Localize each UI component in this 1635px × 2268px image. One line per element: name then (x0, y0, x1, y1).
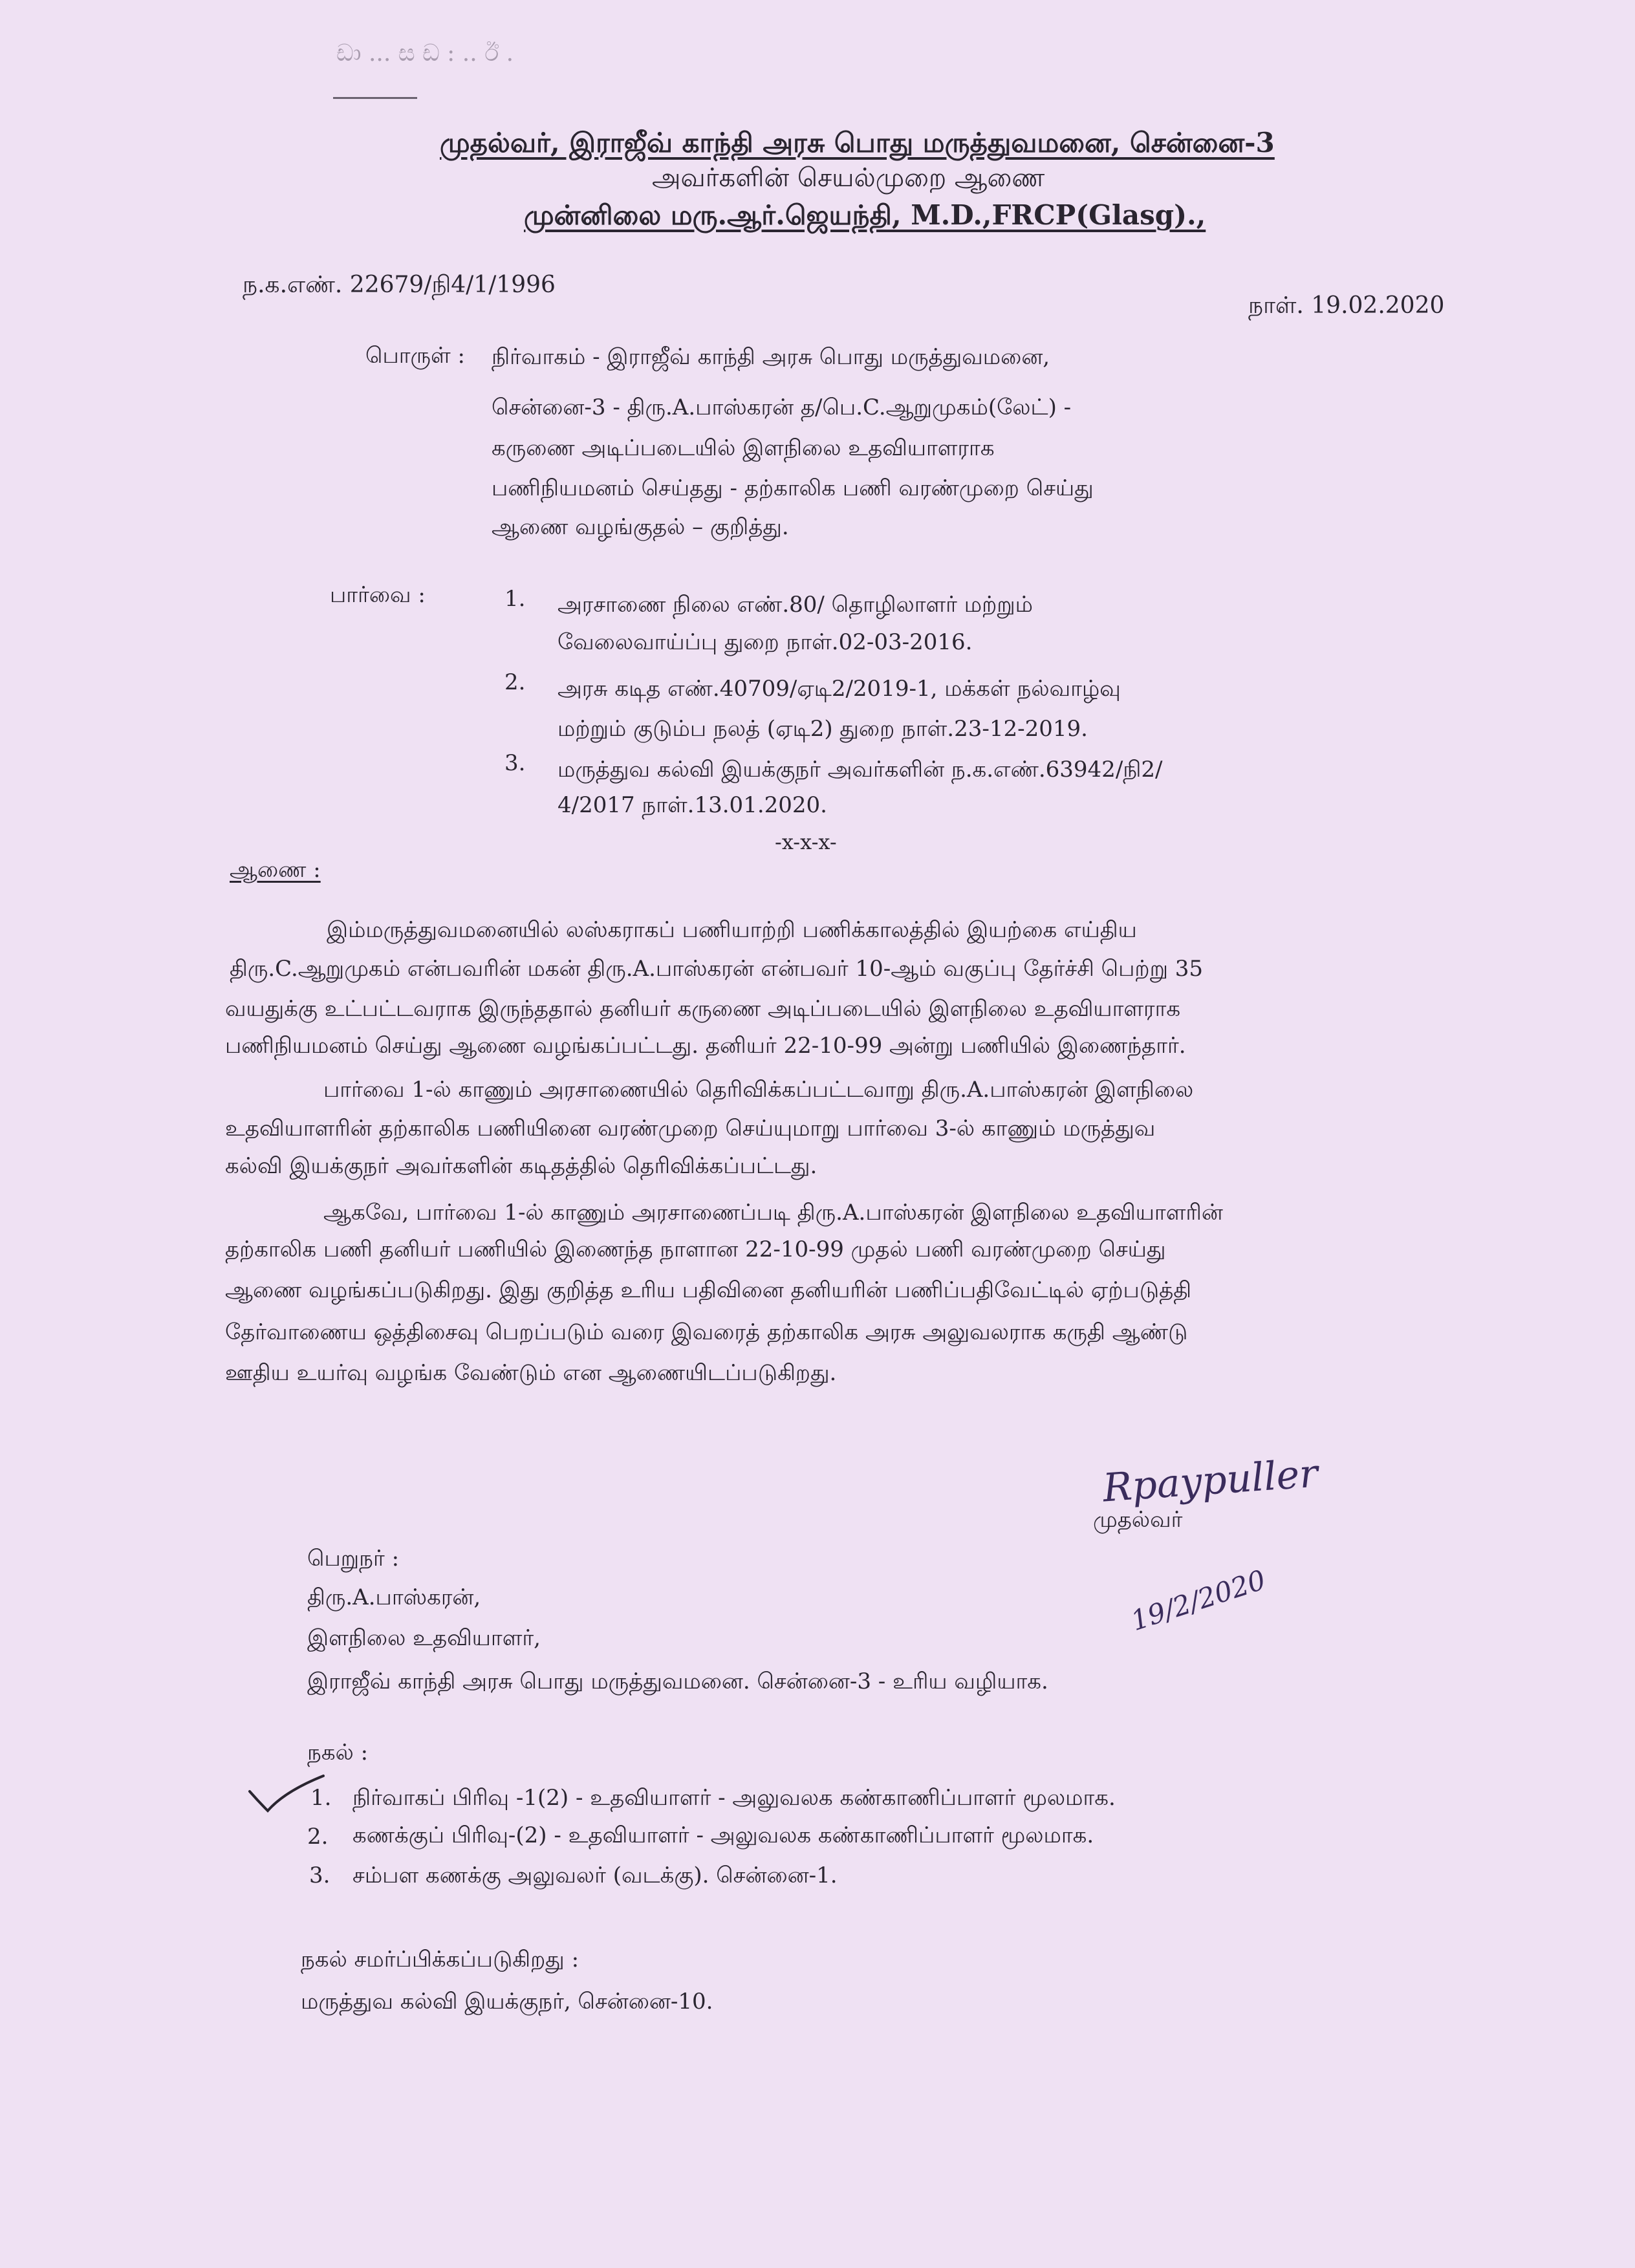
reference-num: 2. (504, 669, 526, 695)
copy-item: நிர்வாகப் பிரிவு -1(2) - உதவியாளர் - அலுவலக கண்காணிப்பாளர் மூலமாக. (352, 1785, 1116, 1811)
subject-line: பணிநியமனம் செய்தது - தற்காலிக பணி வரண்முறை செய்து (492, 475, 1094, 501)
reference-line: 4/2017 நாள்.13.01.2020. (558, 792, 827, 818)
reference-num: 1. (504, 586, 526, 612)
copy-label: நகல் : (307, 1740, 369, 1766)
references-label: பார்வை : (330, 582, 426, 608)
header-line-1: முதல்வர், இராஜீவ் காந்தி அரசு பொது மருத்துவமனை, சென்னை-3 (440, 127, 1275, 158)
order-line: இம்மருத்துவமனையில் லஸ்கராகப் பணியாற்றி பணிக்காலத்தில் இயற்கை எய்திய (327, 917, 1137, 943)
copy-num: 3. (309, 1863, 330, 1888)
header-line-2: அவர்களின் செயல்முறை ஆணை (652, 163, 1045, 193)
recipient-line: இராஜீவ் காந்தி அரசு பொது மருத்துவமனை. சென்னை-3 - உரிய வழியாக. (307, 1669, 1048, 1694)
copy-item: சம்பள கணக்கு அலுவலர் (வடக்கு). சென்னை-1. (352, 1863, 838, 1888)
reference-line: அரசாணை நிலை எண்.80/ தொழிலாளர் மற்றும் (558, 592, 1034, 618)
reference-num: 3. (504, 750, 526, 776)
order-line: பணிநியமனம் செய்து ஆணை வழங்கப்பட்டது. தனியர் 22-10-99 அன்று பணியில் இணைந்தார். (225, 1033, 1186, 1059)
subject-line: கருணை அடிப்படையில் இளநிலை உதவியாளராக (492, 435, 995, 461)
recipient-line: திரு.A.பாஸ்கரன், (307, 1584, 481, 1610)
subject-label: பொருள் : (365, 343, 465, 369)
order-date: நாள். 19.02.2020 (1248, 292, 1445, 319)
order-line: தேர்வாணைய ஒத்திசைவு பெறப்படும் வரை இவரைத் தற்காலிக அரசு அலுவலராக கருதி ஆண்டு (225, 1319, 1188, 1345)
handwritten-date: 19/2/2020 (1127, 1563, 1270, 1637)
submitted-line: மருத்துவ கல்வி இயக்குநர், சென்னை-10. (301, 1989, 713, 2014)
subject-line: ஆணை வழங்குதல் – குறித்து. (492, 514, 789, 540)
signature-title: முதல்வர் (1093, 1507, 1183, 1533)
top-scrawl: ඩා ... ස ඩ : .. ඊ . (336, 40, 514, 67)
separator: -x-x-x- (775, 830, 837, 854)
copy-num: 2. (307, 1824, 329, 1850)
subject-line: சென்னை-3 - திரு.A.பாஸ்கரன் த/பெ.C.ஆறுமுகம்(லேட்) - (492, 394, 1072, 420)
submitted-label: நகல் சமர்ப்பிக்கப்படுகிறது : (301, 1947, 579, 1972)
reference-number: ந.க.எண். 22679/நி4/1/1996 (243, 272, 556, 298)
subject-line: நிர்வாகம் - இராஜீவ் காந்தி அரசு பொது மருத்துவமனை, (492, 344, 1050, 370)
order-line: வயதுக்கு உட்பட்டவராக இருந்ததால் தனியர் கருணை அடிப்படையில் இளநிலை உதவியாளராக (225, 996, 1181, 1022)
order-line: தற்காலிக பணி தனியர் பணியில் இணைந்த நாளான 22-10-99 முதல் பணி வரண்முறை செய்து (225, 1237, 1166, 1262)
order-line: ஆணை வழங்கப்படுகிறது. இது குறித்த உரிய பதிவினை தனியரின் பணிப்பதிவேட்டில் ஏற்படுத்தி (225, 1277, 1192, 1303)
order-line: பார்வை 1-ல் காணும் அரசாணையில் தெரிவிக்கப்பட்டவாறு திரு.A.பாஸ்கரன் இளநிலை (323, 1077, 1194, 1103)
reference-line: மருத்துவ கல்வி இயக்குநர் அவர்களின் ந.க.எண்.63942/நி2/ (558, 757, 1163, 783)
top-rule (333, 97, 417, 99)
reference-line: அரசு கடித எண்.40709/ஏடி2/2019-1, மக்கள் நல்வாழ்வு (558, 676, 1121, 702)
order-line: கல்வி இயக்குநர் அவர்களின் கடிதத்தில் தெரிவிக்கப்பட்டது. (225, 1153, 817, 1179)
order-line: உதவியாளரின் தற்காலிக பணியினை வரண்முறை செய்யுமாறு பார்வை 3-ல் காணும் மருத்துவ (225, 1116, 1156, 1141)
recipient-line: இளநிலை உதவியாளர், (307, 1625, 541, 1651)
reference-line: வேலைவாய்ப்பு துறை நாள்.02-03-2016. (558, 629, 973, 655)
order-line: திரு.C.ஆறுமுகம் என்பவரின் மகன் திரு.A.பாஸ்கரன் என்பவர் 10-ஆம் வகுப்பு தேர்ச்சி பெற்று 35 (230, 956, 1204, 982)
signature-scribble: Rpaypuller (1101, 1451, 1319, 1511)
order-line: ஊதிய உயர்வு வழங்க வேண்டும் என ஆணையிடப்படுகிறது. (225, 1360, 837, 1386)
copy-num: 1. (310, 1785, 332, 1811)
recipient-label: பெறுநர் : (307, 1546, 400, 1571)
copy-item: கணக்குப் பிரிவு-(2) - உதவியாளர் - அலுவலக கண்காணிப்பாளர் மூலமாக. (352, 1822, 1094, 1848)
order-heading: ஆணை : (230, 857, 321, 883)
reference-line: மற்றும் குடும்ப நலத் (ஏடி2) துறை நாள்.23-12-2019. (558, 716, 1088, 742)
order-line: ஆகவே, பார்வை 1-ல் காணும் அரசாணைப்படி திரு.A.பாஸ்கரன் இளநிலை உதவியாளரின் (323, 1200, 1223, 1226)
header-line-3: முன்னிலை மரு.ஆர்.ஜெயந்தி, M.D.,FRCP(Glasg)., (524, 199, 1206, 231)
